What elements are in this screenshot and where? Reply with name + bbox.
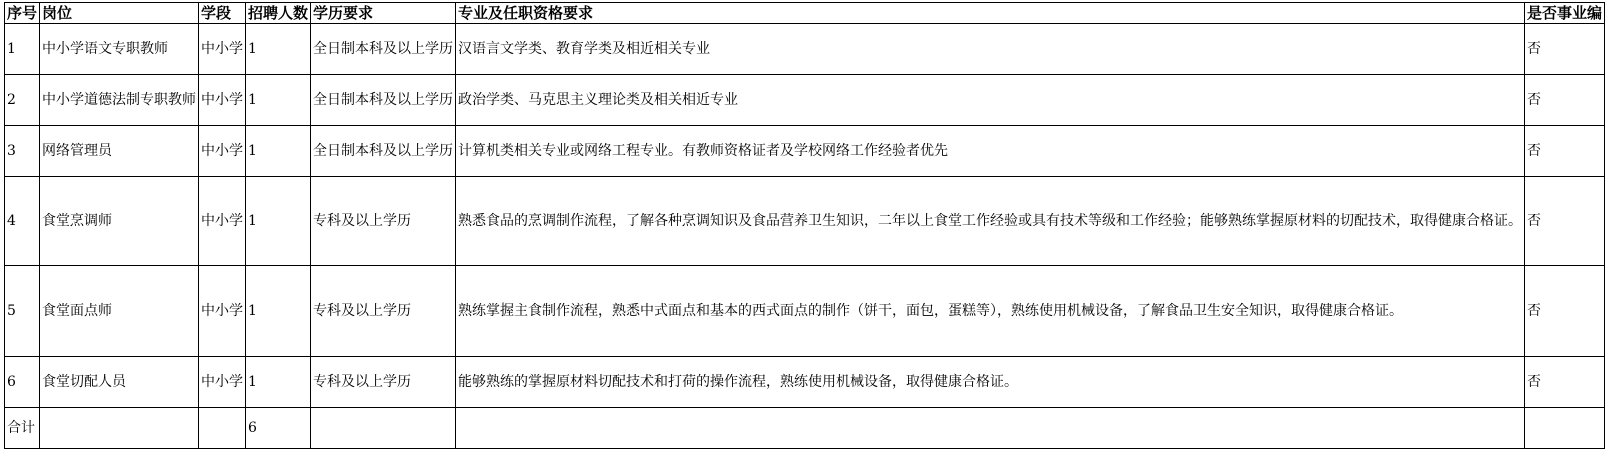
cell-no: 5 (5, 266, 40, 357)
cell-position: 食堂切配人员 (40, 357, 199, 408)
cell-count: 1 (246, 357, 311, 408)
cell-civil-service: 否 (1525, 266, 1605, 357)
cell-no: 2 (5, 75, 40, 126)
cell-position: 网络管理员 (40, 126, 199, 177)
cell-stage: 中小学 (199, 177, 246, 266)
cell-position: 中小学语文专职教师 (40, 24, 199, 75)
cell-qualification: 计算机类相关专业或网络工程专业。有教师资格证者及学校网络工作经验者优先 (456, 126, 1525, 177)
table-row (5, 266, 1605, 357)
cell-count: 1 (246, 177, 311, 266)
cell-count: 1 (246, 126, 311, 177)
cell-count: 1 (246, 266, 311, 357)
table-row (5, 126, 1605, 177)
cell-education: 专科及以上学历 (311, 177, 456, 266)
cell-position: 食堂面点师 (40, 266, 199, 357)
cell-position: 中小学道德法制专职教师 (40, 75, 199, 126)
header-civil-service: 是否事业编 (1525, 3, 1605, 24)
cell-qualification: 熟悉食品的烹调制作流程，了解各种烹调知识及食品营养卫生知识，二年以上食堂工作经验或具有技术等级和工作经验；能够熟练掌握原材料的切配技术，取得健康合格证。 (456, 177, 1525, 266)
cell-stage: 中小学 (199, 357, 246, 408)
header-no: 序号 (5, 3, 40, 24)
total-empty-cell (199, 408, 246, 449)
cell-civil-service: 否 (1525, 126, 1605, 177)
header-stage: 学段 (199, 3, 246, 24)
cell-education: 全日制本科及以上学历 (311, 75, 456, 126)
cell-no: 4 (5, 177, 40, 266)
cell-civil-service: 否 (1525, 357, 1605, 408)
cell-civil-service: 否 (1525, 75, 1605, 126)
cell-stage: 中小学 (199, 24, 246, 75)
cell-education: 专科及以上学历 (311, 266, 456, 357)
cell-count: 1 (246, 75, 311, 126)
total-empty-cell (40, 408, 199, 449)
header-position: 岗位 (40, 3, 199, 24)
total-empty-cell (311, 408, 456, 449)
cell-qualification: 熟练掌握主食制作流程，熟悉中式面点和基本的西式面点的制作（饼干，面包，蛋糕等），熟练使用机械设备，了解食品卫生安全知识，取得健康合格证。 (456, 266, 1525, 357)
cell-education: 全日制本科及以上学历 (311, 24, 456, 75)
cell-position: 食堂烹调师 (40, 177, 199, 266)
table-row (5, 357, 1605, 408)
total-label: 合计 (5, 408, 40, 449)
cell-count: 1 (246, 24, 311, 75)
cell-qualification: 政治学类、马克思主义理论类及相关相近专业 (456, 75, 1525, 126)
cell-stage: 中小学 (199, 126, 246, 177)
cell-qualification: 汉语言文学类、教育学类及相近相关专业 (456, 24, 1525, 75)
table-row (5, 24, 1605, 75)
cell-qualification: 能够熟练的掌握原材料切配技术和打荷的操作流程，熟练使用机械设备，取得健康合格证。 (456, 357, 1525, 408)
header-education: 学历要求 (311, 3, 456, 24)
cell-education: 全日制本科及以上学历 (311, 126, 456, 177)
cell-stage: 中小学 (199, 266, 246, 357)
total-count: 6 (246, 408, 311, 449)
total-row (5, 408, 1605, 449)
cell-education: 专科及以上学历 (311, 357, 456, 408)
cell-civil-service: 否 (1525, 177, 1605, 266)
total-empty-cell (1525, 408, 1605, 449)
cell-no: 3 (5, 126, 40, 177)
header-count: 招聘人数 (246, 3, 311, 24)
table-row (5, 75, 1605, 126)
header-row (5, 3, 1605, 24)
recruitment-table (4, 2, 1605, 449)
cell-no: 1 (5, 24, 40, 75)
header-qualification: 专业及任职资格要求 (456, 3, 1525, 24)
cell-civil-service: 否 (1525, 24, 1605, 75)
table-row (5, 177, 1605, 266)
cell-stage: 中小学 (199, 75, 246, 126)
total-empty-cell (456, 408, 1525, 449)
cell-no: 6 (5, 357, 40, 408)
